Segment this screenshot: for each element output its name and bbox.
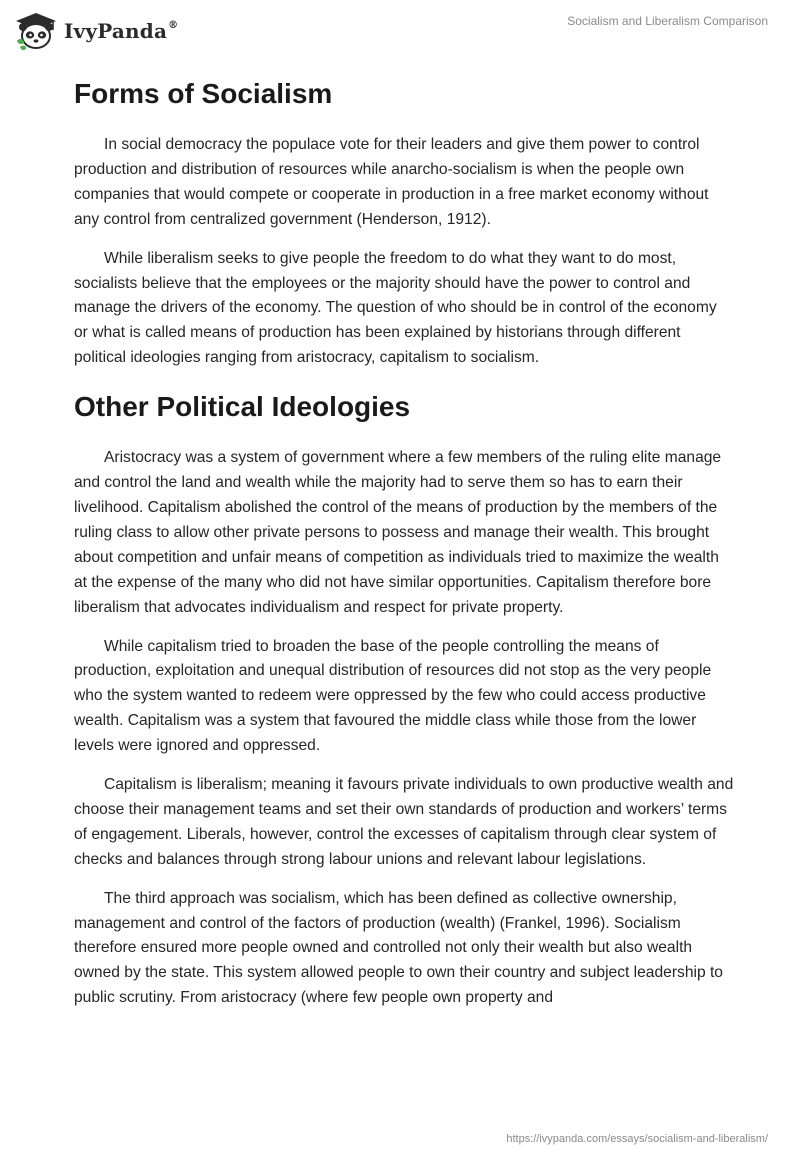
essay-content: [74, 70, 734, 1025]
brand-logo[interactable]: [14, 8, 178, 54]
paragraph: In social democracy the populace vote for their leaders and give them power to control production and distribution of resources while anarcho-socialism is when the people own companies that would compete or cooperate in production in a free market economy without any control from centralized government (Henderson, 1912).: [74, 136, 709, 228]
paragraph: While liberalism seeks to give people the freedom to do what they want to do most, socialists believe that the employees or the majority should have the power to control and manage the drivers of the economy. The question of who should be in control of the economy or what is called means of production has been explained by historians through different political ideologies ranging from aristocracy, capitalism to socialism.: [74, 249, 717, 367]
source-url-link[interactable]: https://ivypanda.com/essays/socialism-and-liberalism/: [506, 1133, 768, 1145]
page-header: [0, 0, 800, 60]
brand-name: IvyPanda®: [64, 19, 179, 43]
document-title: Socialism and Liberalism Comparison: [567, 14, 768, 28]
panda-graduate-icon: [14, 11, 58, 51]
registered-mark: ®: [168, 20, 179, 31]
paragraph: Aristocracy was a system of government where a few members of the ruling elite manage and control the land and wealth while the majority had to serve them so has to earn their livelihood. Capitalism abolished the control of the means of production by the members of the ruling class to allow other private persons to possess and manage their wealth. This brought about competition and unfair means of competition as individuals tried to maximize the wealth at the expense of the many who did not have similar opportunities. Capitalism therefore bore liberalism that advocates individualism and respect for private property.: [74, 449, 722, 616]
section-heading: Other Political Ideologies: [74, 391, 411, 423]
section-heading: Forms of Socialism: [74, 78, 333, 109]
paragraph: Capitalism is liberalism; meaning it favours private individuals to own productive wealth and choose their management teams and set their own standards of production and workers’ terms of engagement. Liberals, however, control the excesses of capitalism through clear system of checks and balances through strong labour unions and relevant labour legislations.: [74, 776, 734, 868]
paragraph: While capitalism tried to broaden the base of the people controlling the means of production, exploitation and unequal distribution of resources did not stop as the very people who the system wanted to redeem were oppressed by the few who could access productive wealth. Capitalism was a system that favoured the middle class while those from the lower levels were ignored and oppressed.: [74, 637, 712, 755]
paragraph: The third approach was socialism, which has been defined as collective ownership, management and control of the factors of production (wealth) (Frankel, 1996). Socialism therefore ensured more people owned and controlled not only their wealth but also wealth owned by the state. This system allowed people to own their country and subject leadership to public scrutiny. From aristocracy (where few people own property and: [74, 889, 723, 1007]
